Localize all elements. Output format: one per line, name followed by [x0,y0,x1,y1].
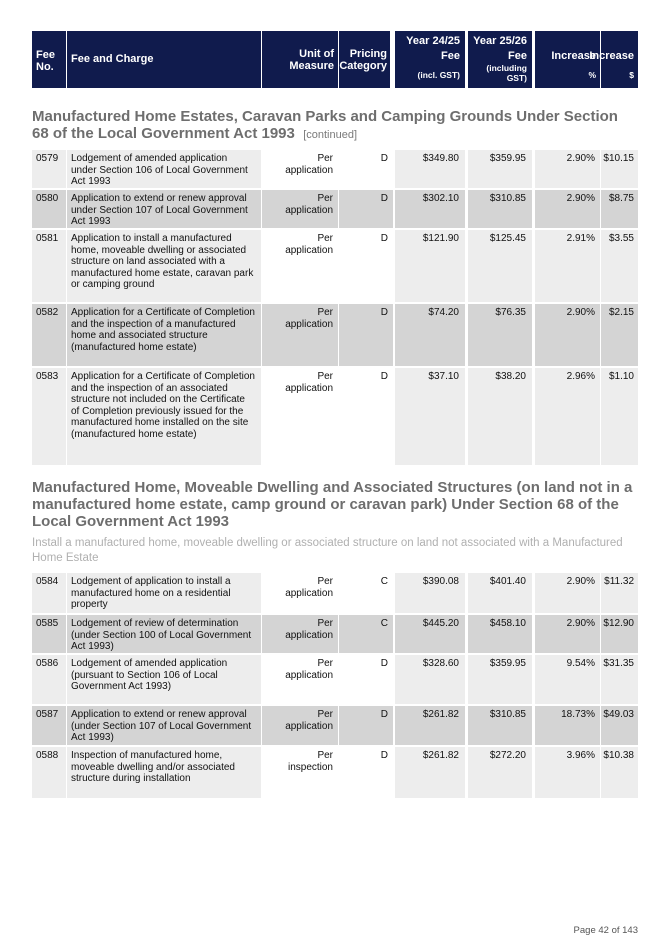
fee-year2-cell: $359.95 [468,655,532,704]
fee-description-cell: Lodgement of review of determination (under Section 100 of Local Government Act 1993) [67,615,261,653]
fee-year2-cell: $125.45 [468,230,532,302]
fee-description-cell: Inspection of manufactured home, moveable dwelling and/or associated structure during installation [67,747,261,798]
table-row [32,747,638,798]
section1-continued: [continued] [303,129,358,141]
pricing-category-cell: D [339,190,393,228]
fee-year2-cell: $401.40 [468,573,532,613]
section2-title: Manufactured Home, Moveable Dwelling and Associated Structures (on land not in a manufactured home estate, camp ground or caravan park) Under Section 68 of the Local Government Act 1993 [32,479,633,530]
increase-dol-cell: $12.90 [601,615,638,653]
unit-of-measure-cell: Per application [262,368,338,465]
increase-pct-cell: 18.73% [535,706,600,745]
header-year1 [395,31,465,88]
header-increase-pct-unit: % [588,70,596,80]
pricing-category-cell: D [339,706,393,745]
fee-number-cell: 0581 [32,230,66,302]
fee-year1-cell: $302.10 [395,190,465,228]
fee-description-cell: Lodgement of amended application under Section 106 of Local Government Act 1993 [67,150,261,188]
fee-description-cell: Lodgement of amended application (pursuant to Section 106 of Local Government Act 1993) [67,655,261,704]
header-year2 [468,31,532,88]
fee-year1-cell: $390.08 [395,573,465,613]
table-row [32,706,638,745]
fee-year2-cell: $359.95 [468,150,532,188]
table-row [32,230,638,302]
increase-dol-cell: $2.15 [601,304,638,366]
header-fee-and-charge: Fee and Charge [67,31,261,88]
increase-pct-cell: 2.90% [535,304,600,366]
header-year1-note: (incl. GST) [417,70,460,80]
table-row [32,615,638,653]
section2-subtitle: Install a manufactured home, moveable dwelling or associated structure on land not associated with a Manufactured Home Estate [32,537,623,564]
fee-description-cell: Application to extend or renew approval (under Section 107 of Local Government Act 1993) [67,706,261,745]
pricing-category-cell: C [339,615,393,653]
increase-dol-cell: $8.75 [601,190,638,228]
increase-pct-cell: 2.90% [535,573,600,613]
fee-number-cell: 0587 [32,706,66,745]
fee-number-cell: 0585 [32,615,66,653]
increase-pct-cell: 2.96% [535,368,600,465]
fee-description-cell: Application to extend or renew approval under Section 107 of Local Government Act 1993 [67,190,261,228]
fee-year2-cell: $310.85 [468,706,532,745]
fee-year1-cell: $349.80 [395,150,465,188]
unit-of-measure-cell: Per application [262,706,338,745]
increase-dol-cell: $10.38 [601,747,638,798]
increase-pct-cell: 2.90% [535,615,600,653]
fee-description-cell: Application for a Certificate of Completion and the inspection of a manufactured home and associated structure (manufactured home estate) [67,304,261,366]
header-unit-of-measure: Unit of Measure [262,31,338,88]
unit-of-measure-cell: Per inspection [262,747,338,798]
header-year2-label: Year 25/26 [473,35,527,47]
pricing-category-cell: C [339,573,393,613]
header-year1-label: Year 24/25 [406,35,460,47]
header-increase-dol-unit: $ [629,70,634,80]
fee-number-cell: 0580 [32,190,66,228]
increase-pct-cell: 2.91% [535,230,600,302]
unit-of-measure-cell: Per application [262,190,338,228]
fee-year1-cell: $74.20 [395,304,465,366]
header-pricing-category: Pricing Category [339,31,390,88]
header-year2-note: (including GST) [486,63,527,83]
fee-number-cell: 0579 [32,150,66,188]
fee-year2-cell: $310.85 [468,190,532,228]
table-header [32,31,638,88]
header-increase-pct-label: Increase [551,50,596,62]
increase-dol-cell: $3.55 [601,230,638,302]
unit-of-measure-cell: Per application [262,230,338,302]
increase-pct-cell: 2.90% [535,150,600,188]
table-row [32,655,638,704]
fee-year2-cell: $38.20 [468,368,532,465]
fee-description-cell: Application for a Certificate of Completion and the inspection of an associated structure not included on the Certificate of Completion previously issued for the manufactured home installed on the site (manufactured home estate) [67,368,261,465]
fee-description-cell: Lodgement of application to install a manufactured home on a residential property [67,573,261,613]
unit-of-measure-cell: Per application [262,615,338,653]
pricing-category-cell: D [339,150,393,188]
fee-year1-cell: $445.20 [395,615,465,653]
section1-title [32,108,638,144]
pricing-category-cell: D [339,304,393,366]
increase-dol-cell: $31.35 [601,655,638,704]
increase-dol-cell: $10.15 [601,150,638,188]
unit-of-measure-cell: Per application [262,304,338,366]
table-row [32,368,638,465]
header-year1-fee: Fee [441,50,460,62]
increase-pct-cell: 3.96% [535,747,600,798]
pricing-category-cell: D [339,230,393,302]
table-row [32,304,638,366]
section1-title-text: Manufactured Home Estates, Caravan Parks and Camping Grounds Under Section 68 of the Local Government Act 1993 [32,108,618,142]
fee-year2-cell: $272.20 [468,747,532,798]
increase-dol-cell: $49.03 [601,706,638,745]
fee-year1-cell: $37.10 [395,368,465,465]
fee-year1-cell: $328.60 [395,655,465,704]
increase-dol-cell: $11.32 [601,573,638,613]
increase-dol-cell: $1.10 [601,368,638,465]
fee-number-cell: 0584 [32,573,66,613]
table-row [32,190,638,228]
header-fee-no: Fee No. [32,31,66,88]
unit-of-measure-cell: Per application [262,150,338,188]
increase-pct-cell: 9.54% [535,655,600,704]
fee-year1-cell: $261.82 [395,706,465,745]
fee-year2-cell: $458.10 [468,615,532,653]
unit-of-measure-cell: Per application [262,655,338,704]
fee-schedule-page [32,31,638,785]
pricing-category-cell: D [339,747,393,798]
section2-heading [32,479,638,566]
fee-description-cell: Application to install a manufactured home, moveable dwelling or associated structure on land associated with a manufactured home estate, caravan park or camping ground [67,230,261,302]
page-number: Page 42 of 143 [573,925,638,936]
fee-year2-cell: $76.35 [468,304,532,366]
header-increase-dol [589,31,638,88]
fee-year1-cell: $121.90 [395,230,465,302]
fee-number-cell: 0582 [32,304,66,366]
pricing-category-cell: D [339,655,393,704]
fee-number-cell: 0586 [32,655,66,704]
header-increase-dol-label: Increase [589,50,634,62]
fee-year1-cell: $261.82 [395,747,465,798]
unit-of-measure-cell: Per application [262,573,338,613]
fee-number-cell: 0583 [32,368,66,465]
table-row [32,573,638,613]
table-row [32,150,638,188]
section1-heading [32,108,638,144]
fee-number-cell: 0588 [32,747,66,798]
increase-pct-cell: 2.90% [535,190,600,228]
pricing-category-cell: D [339,368,393,465]
header-year2-fee: Fee [508,50,527,62]
